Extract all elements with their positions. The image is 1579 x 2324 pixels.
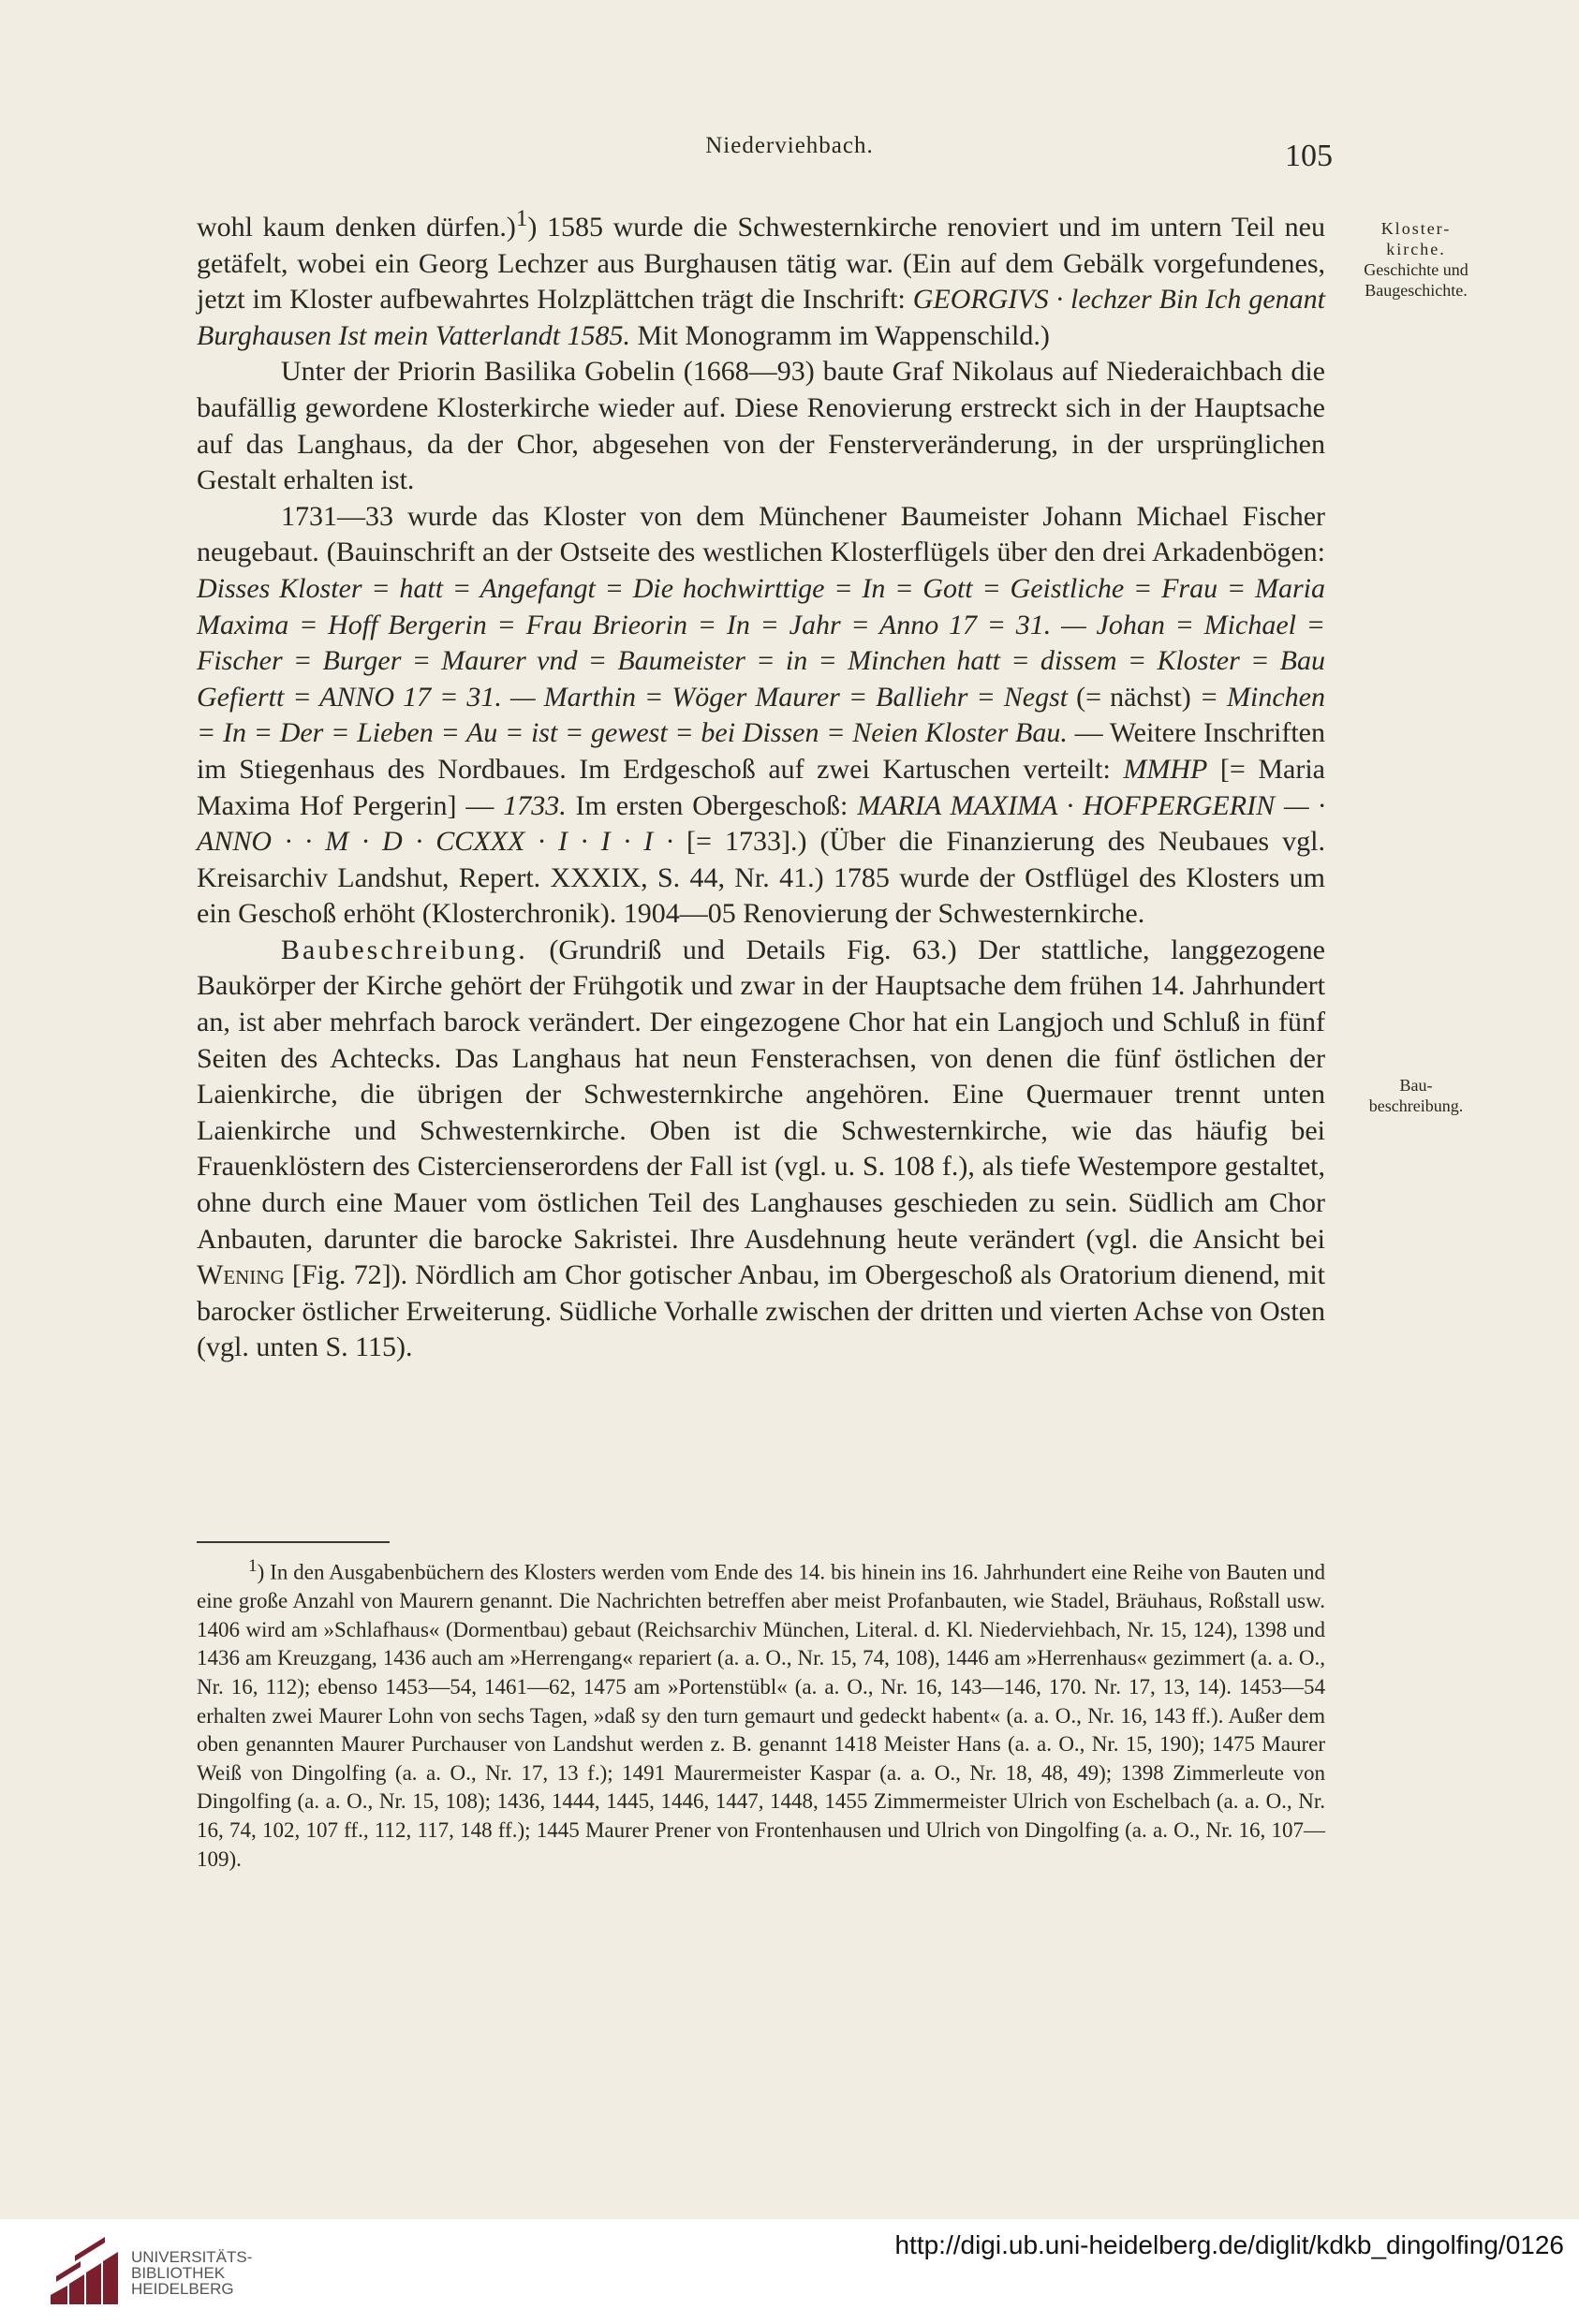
section-heading: Baubeschreibung. — [281, 934, 528, 965]
margin-note-line: Bau- — [1399, 1076, 1433, 1095]
footnote-marker: 1 — [248, 1556, 258, 1576]
inscription-text: 1733. — [503, 789, 567, 821]
heidelberg-library-logo-icon[interactable] — [47, 2233, 122, 2308]
text-run: wohl kaum denken dürfen.) — [197, 212, 516, 243]
inscription-text: GEORGIVS · lechzer Bin Ich genant Burghausen Ist mein Vatterlandt 1585. — [197, 284, 1325, 351]
inscription-text: MARIA MAXIMA · HOFPERGERIN — · ANNO · · M · D · CCXXX · I · I · I · — [197, 789, 1325, 858]
margin-note-baubeschreibung — [1341, 1075, 1491, 1116]
footnote-divider — [197, 1541, 390, 1543]
margin-note-line: Kloster- — [1380, 219, 1452, 238]
running-title: Niederviehbach. — [705, 133, 874, 158]
text-run: — Weitere Inschriften im Stiegenhaus des Nordbaues. Im Erdgeschoß auf zwei Kartuschen verteilt: — [197, 717, 1325, 785]
text-run: 1731—33 wurde das Kloster von dem Münchener Baumeister Johann Michael Fischer neugebaut. (Bauinschrift an der Ostseite des westlichen Klosterflügels über den drei Arkadenbögen: — [197, 500, 1325, 568]
paragraph-1 — [197, 201, 1325, 354]
footnote-reference[interactable]: 1 — [515, 206, 528, 231]
inscription-text: Disses Kloster = hatt = Angefangt = Die hochwirttige = In = Gott = Geistliche = Frau = Maria Maxima = Hoff Bergerin = Frau Brieorin = In = Jahr = Anno 17 = 31. — Johan = Michael = Fischer = Burger = Maurer vnd = Baumeister = in = Minchen hatt = dissem = Kloster = Bau Gefiertt = ANNO 17 = 31. — Marthin = Wöger Maurer = Balliehr = Negst — [197, 572, 1325, 713]
page-number: 105 — [1285, 139, 1333, 173]
inscription-text: = Minchen = In = Der = Lieben = Au = ist = gewest = bei Dissen = Neien Kloster Bau. — [197, 681, 1325, 749]
author-name: Wening — [197, 1259, 285, 1291]
text-run: (= nächst) — [1068, 681, 1200, 713]
main-text — [197, 201, 1325, 1366]
margin-note-klosterkirche — [1341, 218, 1491, 301]
paragraph-3 — [197, 499, 1325, 933]
text-run: [= Maria Maxima Hof Pergerin] — — [197, 753, 1325, 821]
library-name — [131, 2249, 252, 2297]
footnote-paragraph — [197, 1552, 1325, 1874]
margin-note-line: Geschichte und — [1364, 260, 1468, 279]
paragraph-2: Unter der Priorin Basilika Gobelin (1668—93) baute Graf Nikolaus auf Niederaichbach die baufällig gewordene Klosterkirche wieder auf. Diese Renovierung erstreckt sich in der Hauptsache auf das Langhaus, da der Chor, abgesehen von der Fensterveränderung, in der ursprünglichen Gestalt erhalten ist. — [197, 356, 1325, 496]
library-name-line: UNIVERSITÄTS- — [131, 2248, 253, 2266]
footnote-text: ) In den Ausgabenbüchern des Klosters werden vom Ende des 14. bis hinein ins 16. Jahrhundert eine Reihe von Bauten und eine große Anzahl von Maurern genannt. Die Nachrichten betreffen aber meist Profanbauten, wie Stadel, Bräuhaus, Roßstall usw. 1406 wird am »Schlafhaus« (Dormentbau) gebaut (Reichsarchiv München, Literal. d. Kl. Niederviehbach, Nr. 15, 124), 1398 und 1436 am Kreuzgang, 1436 auch am »Herrengang« repariert (a. a. O., Nr. 15, 74, 108), 1446 am »Herrenhaus« gezimmert (a. a. O., Nr. 16, 112); ebenso 1453—54, 1461—62, 1475 am »Portenstübl« (a. a. O., Nr. 16, 143—146, 170. Nr. 17, 13, 14). 1453—54 erhalten zwei Maurer Lohn von sechs Tagen, »daß sy den turn gemaurt und gedeckt habent« (a. a. O., Nr. 16, 143 ff.). Außer dem oben genannten Maurer Purchauser von Landshut werden z. B. genannt 1418 Meister Hans (a. a. O., Nr. 15, 190); 1475 Maurer Weiß von Dingolfing (a. a. O., Nr. 17, 13 f.); 1491 Maurermeister Kaspar (a. a. O., Nr. 18, 48, 49); 1398 Zimmerleute von Dingolfing (a. a. O., Nr. 15, 108); 1436, 1444, 1445, 1446, 1447, 1448, 1455 Zimmermeister Ulrich von Eschelbach (a. a. O., Nr. 16, 74, 102, 107 ff., 112, 117, 148 ff.); 1445 Maurer Prener von Frontenhausen und Ulrich von Dingolfing (a. a. O., Nr. 16, 107—109). — [197, 1560, 1325, 1871]
library-name-line: BIBLIOTHEK — [131, 2264, 226, 2282]
margin-note-line: Baugeschichte. — [1365, 281, 1468, 300]
permalink-url[interactable]: http://digi.ub.uni-heidelberg.de/diglit/kdkb_dingolfing/0126 — [894, 2230, 1564, 2259]
margin-note-line: kirche. — [1386, 240, 1446, 258]
text-run: (Grundriß und Details Fig. 63.) Der stattliche, langgezogene Baukörper der Kirche gehört der Frühgotik und zwar in der Hauptsache dem frühen 14. Jahrhundert an, ist aber mehrfach barock verändert. Der eingezogene Chor hat ein Langjoch und Schluß in fünf Seiten des Achtecks. Das Langhaus hat neun Fensterachsen, von denen die fünf östlichen der Laienkirche, die übrigen der Schwesternkirche angehören. Eine Quermauer trennt unten Laienkirche und Schwesternkirche. Oben ist die Schwesternkirche, wie das häufig bei Frauenklöstern des Cistercienserordens der Fall ist (vgl. u. S. 108 f.), als tiefe Westempore gestaltet, ohne durch eine Mauer vom östlichen Teil des Langhauses geschieden zu sein. Südlich am Chor Anbauten, darunter die barocke Sakristei. Ihre Ausdehnung heute verändert (vgl. die Ansicht bei — [197, 934, 1325, 1255]
text-run: [Fig. 72]). Nördlich am Chor gotischer Anbau, im Obergeschoß als Oratorium dienend, mit barocker östlicher Erweiterung. Südliche Vorhalle zwischen der dritten und vierten Achse von Osten (vgl. unten S. 115). — [197, 1259, 1325, 1363]
paragraph-4 — [197, 933, 1325, 1366]
footnote — [197, 1552, 1325, 1874]
margin-note-line: beschreibung. — [1368, 1096, 1464, 1115]
inscription-text: MMHP — [1123, 753, 1208, 785]
text-run: [= 1733].) (Über die Finanzierung des Neubaues vgl. Kreisarchiv Landshut, Repert. XXXIX, S. 44, Nr. 41.) 1785 wurde der Ostflügel des Klosters um ein Geschoß erhöht (Klosterchronik). 1904—05 Renovierung der Schwesternkirche. — [197, 826, 1325, 930]
text-run: Im ersten Obergeschoß: — [566, 789, 858, 821]
library-name-line: HEIDELBERG — [131, 2280, 234, 2298]
text-run: Mit Monogramm im Wappenschild.) — [630, 319, 1050, 351]
text-run: ) 1585 wurde die Schwesternkirche renoviert und im untern Teil neu getäfelt, wobei ein Georg Lechzer aus Burghausen tätig war. (Ein auf dem Gebälk vorgefundenes, jetzt im Kloster aufbewahrtes Holzplättchen trägt die Inschrift: — [197, 212, 1325, 316]
